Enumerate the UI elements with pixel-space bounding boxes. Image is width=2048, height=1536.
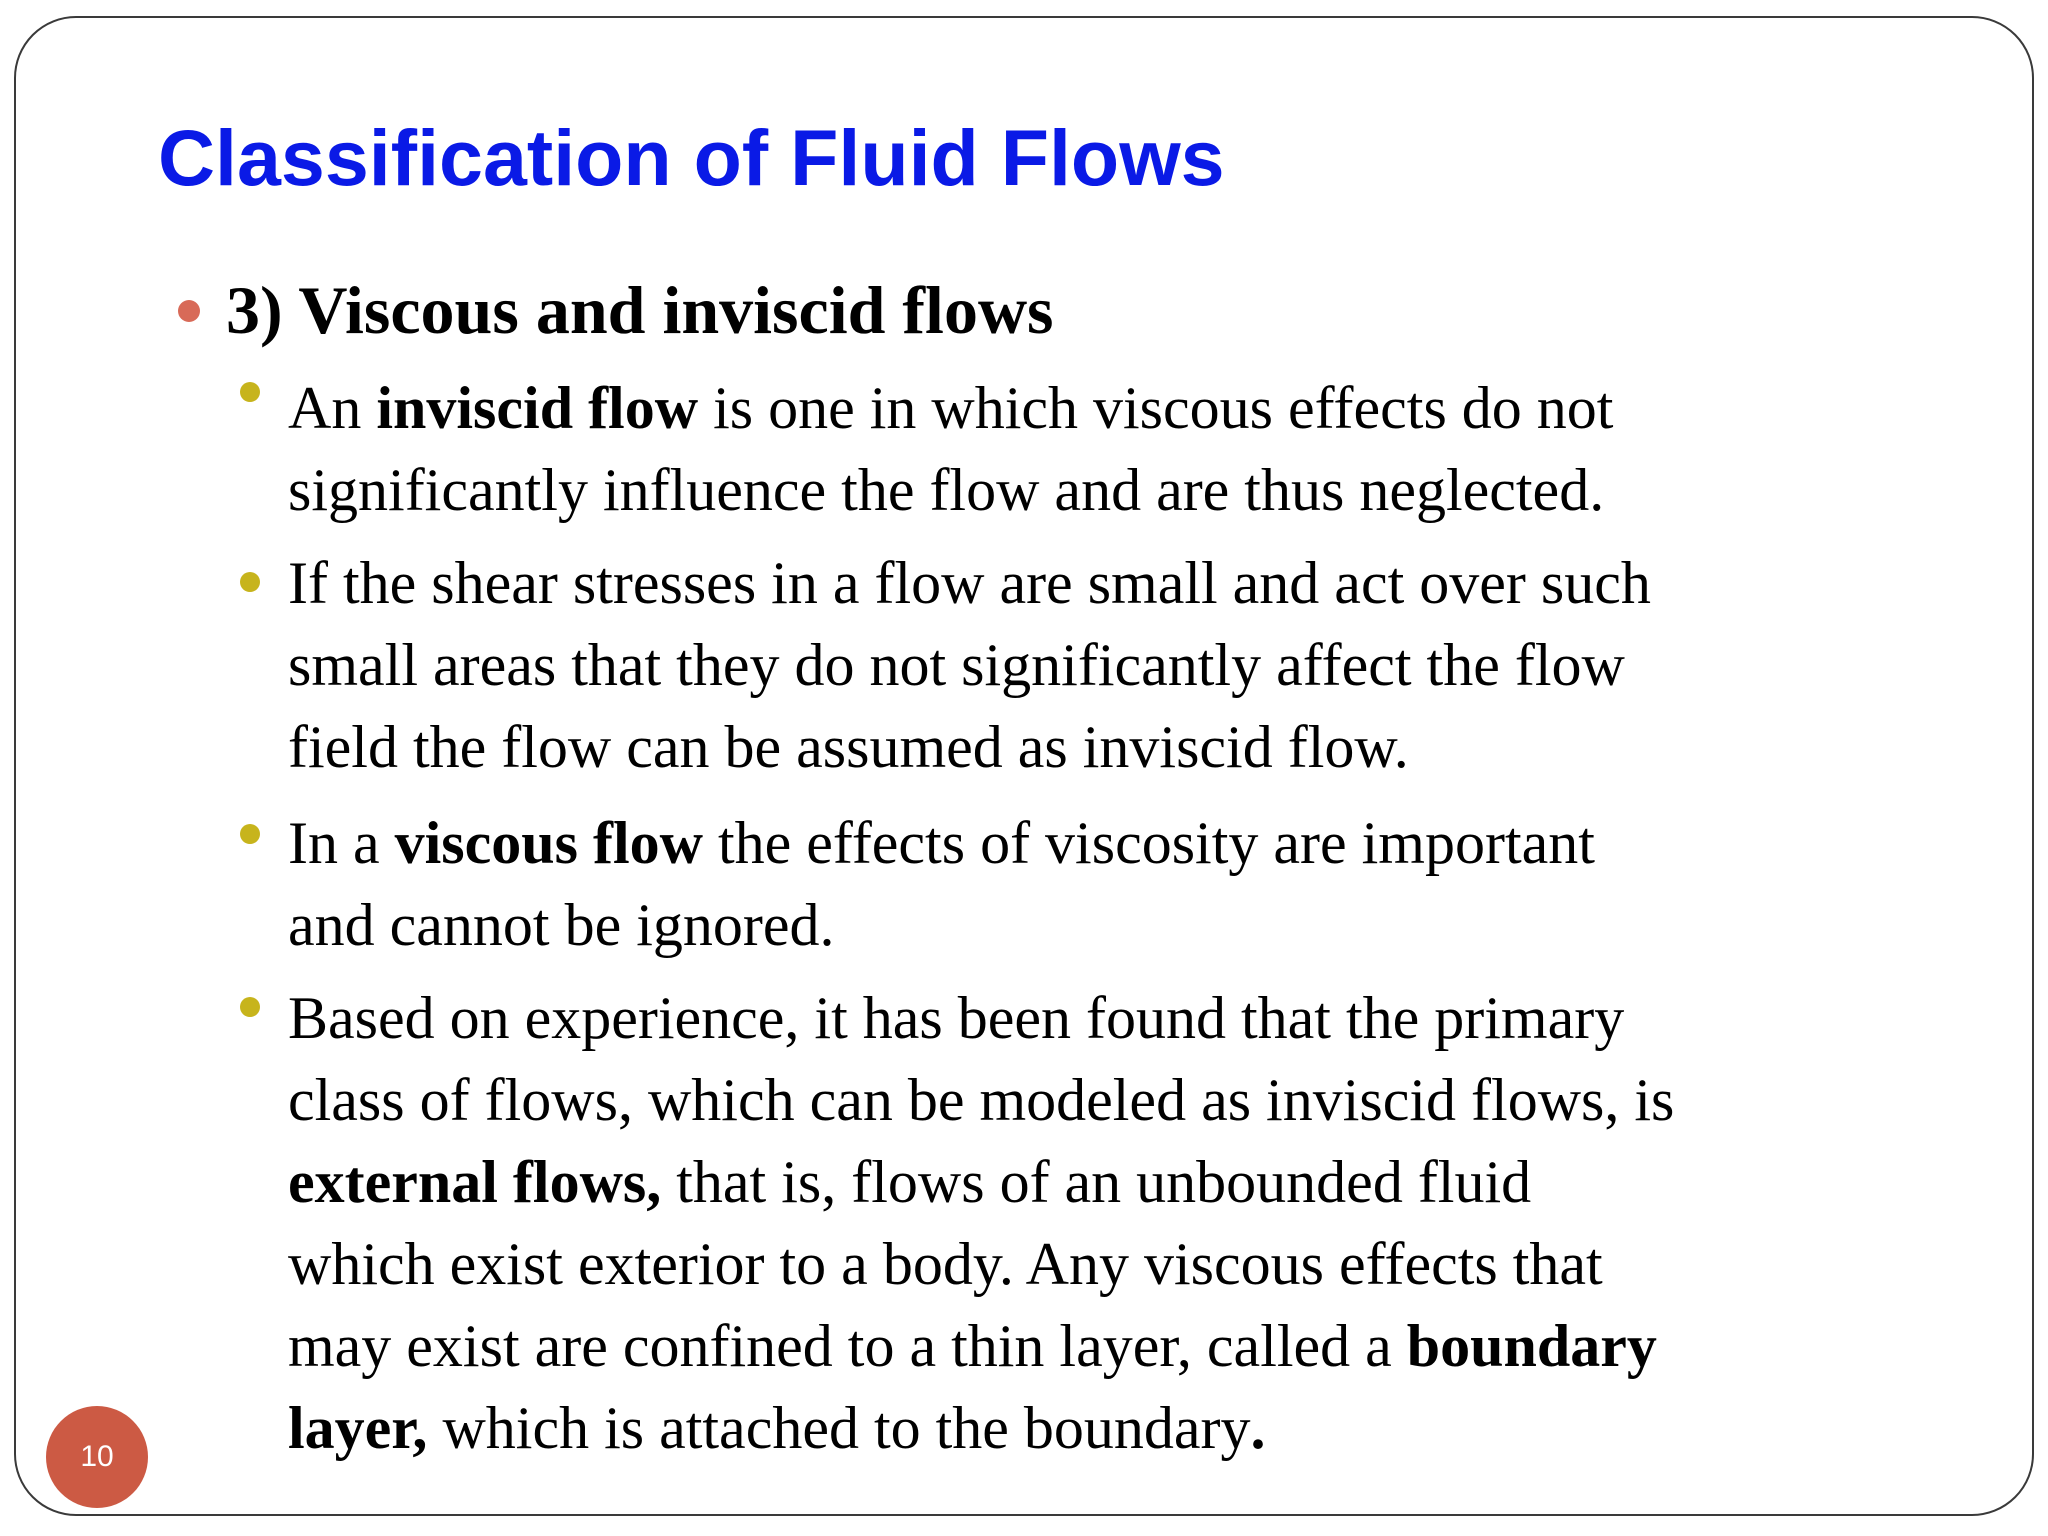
text-line [288,624,1968,706]
bold-text: . [1250,1395,1266,1461]
text-line [288,1059,1968,1141]
text-run: Based on experience, it has been found that the primary [288,985,1625,1051]
text-line [288,367,1968,449]
bullet-external-flows [288,977,1968,1469]
text-line [288,884,1968,966]
section-heading: 3) Viscous and inviscid flows [226,272,1054,348]
text-run: If the shear stresses in a flow are small and act over such [288,550,1651,616]
sub-bullet-icon [240,572,260,592]
sub-bullet-icon [240,382,260,402]
text-line [288,1223,1968,1305]
text-line [288,542,1968,624]
bullet-shear-stresses [288,542,1968,788]
slide-title: Classification of Fluid Flows [158,113,1225,202]
text-run: which exist exterior to a body. Any viscous effects that [288,1231,1603,1297]
text-run: small areas that they do not significantly affect the flow [288,632,1625,698]
bold-text: boundary [1406,1313,1657,1379]
bold-text: layer, [288,1395,428,1461]
slide-frame [14,16,2034,1516]
text-run: An [288,375,377,441]
text-line [288,449,1968,531]
text-run: field the flow can be assumed as inviscid flow. [288,714,1409,780]
text-line [288,977,1968,1059]
bold-text: external flows, [288,1149,662,1215]
bullet-inviscid [288,367,1968,531]
text-line [288,1141,1968,1223]
text-run: that is, flows of an unbounded fluid [661,1149,1532,1215]
text-run: the effects of viscosity are important [702,810,1595,876]
bullet-list [16,18,2032,1514]
text-run: significantly influence the flow and are thus neglected. [288,457,1605,523]
text-line [288,1387,1968,1469]
bold-text: viscous flow [394,810,703,876]
bold-text: inviscid flow [376,375,699,441]
text-run: class of flows, which can be modeled as inviscid flows, is [288,1067,1675,1133]
page-number-badge: 10 [46,1406,148,1508]
text-run: In a [288,810,395,876]
text-line [288,706,1968,788]
sub-bullet-icon [240,997,260,1017]
text-run: and cannot be ignored. [288,892,835,958]
text-run: which is attached to the boundary [427,1395,1251,1461]
text-line [288,1305,1968,1387]
text-run: may exist are confined to a thin layer, called a [288,1313,1407,1379]
text-run: is one in which viscous effects do not [698,375,1614,441]
bullet-icon [178,300,200,322]
sub-bullet-icon [240,824,260,844]
text-line [288,802,1968,884]
bullet-viscous [288,802,1968,966]
